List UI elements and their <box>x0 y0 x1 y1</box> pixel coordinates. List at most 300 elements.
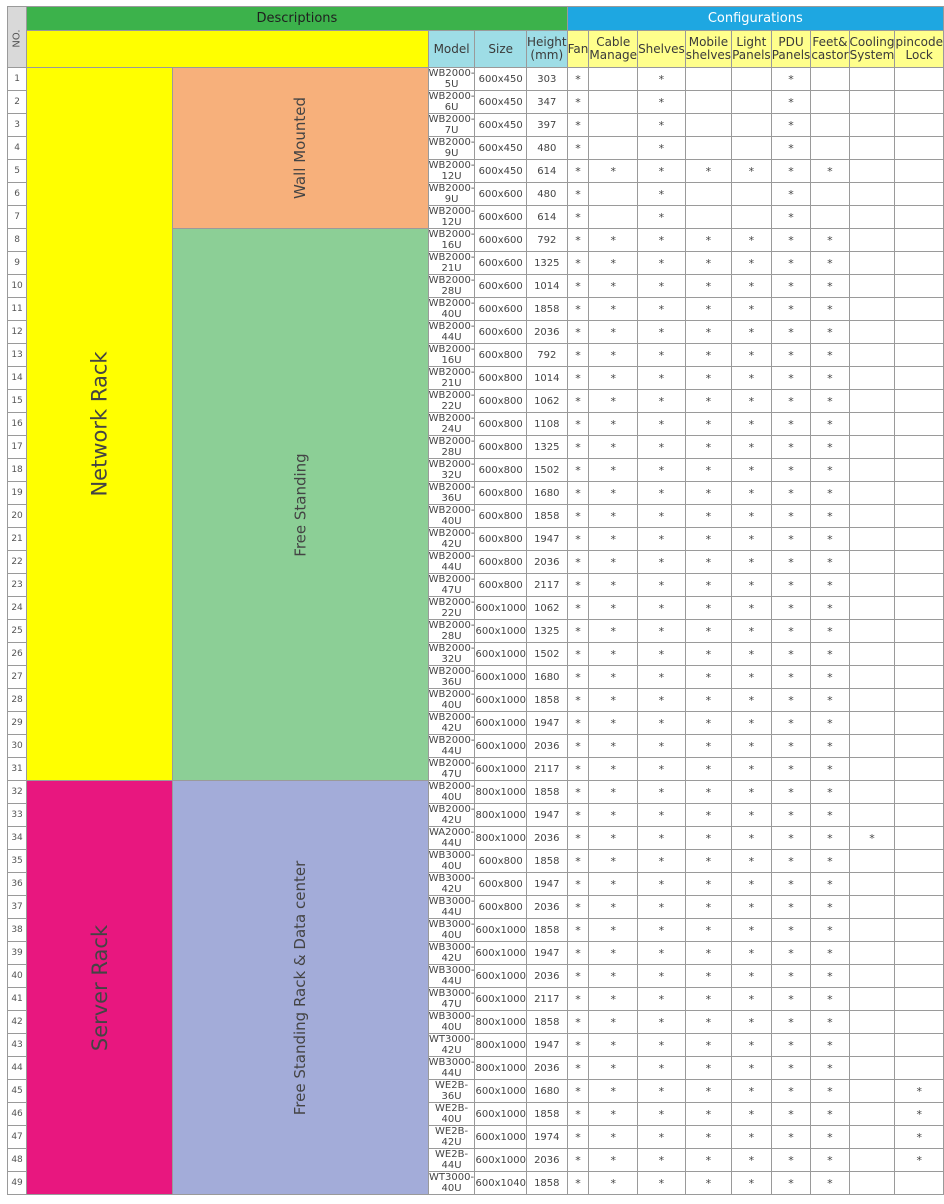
model-cell: WB2000-9U <box>428 137 475 159</box>
size-cell: 800x1000 <box>475 1011 526 1034</box>
config-mark-cell: * <box>567 597 589 620</box>
height-cell: 1947 <box>526 712 567 735</box>
row-number: 44 <box>8 1057 27 1080</box>
height-cell: 2036 <box>526 735 567 758</box>
config-mark-cell: * <box>732 1126 772 1149</box>
size-cell: 600x1000 <box>475 942 526 965</box>
config-mark-cell: * <box>589 1080 638 1103</box>
size-cell: 600x800 <box>475 436 526 459</box>
row-number: 7 <box>8 206 27 229</box>
model-cell: WB2000-28U <box>428 620 475 642</box>
config-mark-cell: * <box>732 643 772 666</box>
row-number: 3 <box>8 114 27 137</box>
config-mark-cell <box>849 988 895 1011</box>
config-mark-cell: * <box>732 965 772 988</box>
config-mark-cell: * <box>732 1149 772 1172</box>
config-mark-cell <box>589 137 638 160</box>
height-cell: 2117 <box>526 574 567 597</box>
config-mark-cell: * <box>685 298 731 321</box>
config-mark-cell: * <box>685 574 731 597</box>
height-cell: 1014 <box>526 275 567 298</box>
config-mark-cell: * <box>567 942 589 965</box>
config-mark-cell <box>732 137 772 160</box>
config-mark-cell: * <box>811 505 849 528</box>
config-mark-cell: * <box>732 919 772 942</box>
config-mark-cell: * <box>567 505 589 528</box>
config-mark-cell <box>849 873 895 896</box>
size-cell: 600x600 <box>475 275 526 298</box>
height-cell: 2117 <box>526 988 567 1011</box>
config-mark-cell: * <box>771 666 811 689</box>
config-mark-cell <box>811 91 849 114</box>
config-mark-cell <box>895 1011 944 1034</box>
config-mark-cell <box>895 160 944 183</box>
config-mark-cell: * <box>567 298 589 321</box>
row-number: 5 <box>8 160 27 183</box>
config-mark-cell: * <box>685 689 731 712</box>
row-number: 19 <box>8 482 27 505</box>
config-mark-cell <box>849 758 895 781</box>
config-mark-cell: * <box>771 758 811 781</box>
config-mark-cell: * <box>685 1080 731 1103</box>
config-mark-cell: * <box>567 436 589 459</box>
height-cell: 1858 <box>526 1011 567 1034</box>
config-mark-cell <box>811 206 849 229</box>
config-mark-cell: * <box>811 988 849 1011</box>
row-number: 42 <box>8 1011 27 1034</box>
config-mark-cell: * <box>685 873 731 896</box>
height-cell: 1325 <box>526 436 567 459</box>
config-mark-cell <box>849 390 895 413</box>
config-mark-cell: * <box>732 482 772 505</box>
config-mark-cell: * <box>567 321 589 344</box>
config-mark-cell <box>849 666 895 689</box>
config-mark-cell <box>849 183 895 206</box>
config-mark-cell: * <box>567 1103 589 1126</box>
config-mark-cell: * <box>811 413 849 436</box>
height-cell: 2036 <box>526 1149 567 1172</box>
height-cell: 1502 <box>526 459 567 482</box>
config-mark-cell: * <box>589 1149 638 1172</box>
config-mark-cell <box>732 114 772 137</box>
config-mark-cell: * <box>638 229 686 252</box>
config-mark-cell: * <box>895 1080 944 1103</box>
config-mark-cell: * <box>811 712 849 735</box>
config-mark-cell: * <box>589 919 638 942</box>
config-mark-cell: * <box>811 1080 849 1103</box>
config-mark-cell: * <box>685 321 731 344</box>
config-mark-cell: * <box>567 689 589 712</box>
config-mark-cell: * <box>732 321 772 344</box>
model-cell: WA2000-44U <box>428 827 475 849</box>
config-mark-cell <box>849 459 895 482</box>
config-mark-cell: * <box>589 1172 638 1195</box>
config-mark-cell: * <box>567 344 589 367</box>
config-mark-cell: * <box>638 183 686 206</box>
group-server-rack <box>27 781 173 1195</box>
row-number: 14 <box>8 367 27 390</box>
config-mark-cell <box>895 459 944 482</box>
config-mark-cell <box>895 137 944 160</box>
config-mark-cell <box>849 919 895 942</box>
config-mark-cell: * <box>567 367 589 390</box>
config-mark-cell: * <box>732 344 772 367</box>
config-mark-cell: * <box>589 873 638 896</box>
config-mark-cell: * <box>811 1057 849 1080</box>
config-mark-cell <box>732 183 772 206</box>
config-mark-cell <box>811 183 849 206</box>
config-mark-cell <box>849 1126 895 1149</box>
config-mark-cell: * <box>638 781 686 804</box>
row-number: 39 <box>8 942 27 965</box>
config-mark-cell <box>589 91 638 114</box>
config-mark-cell: * <box>638 137 686 160</box>
col-model: Model <box>428 31 475 68</box>
config-mark-cell: * <box>638 597 686 620</box>
config-mark-cell: * <box>811 942 849 965</box>
config-mark-cell: * <box>589 528 638 551</box>
size-cell: 600x1000 <box>475 597 526 620</box>
model-cell: WT3000-40U <box>429 1172 475 1194</box>
row-number: 12 <box>8 321 27 344</box>
group-network-rack <box>27 68 173 781</box>
model-cell: WB2000-12U <box>428 160 475 182</box>
config-mark-cell <box>685 206 731 229</box>
size-cell: 600x1000 <box>475 919 526 942</box>
config-mark-cell <box>895 229 944 252</box>
config-mark-cell: * <box>732 758 772 781</box>
config-mark-cell: * <box>811 735 849 758</box>
config-mark-cell: * <box>589 390 638 413</box>
config-mark-cell <box>895 689 944 712</box>
model-cell: WB2000-16U <box>428 344 475 366</box>
config-mark-cell: * <box>732 1080 772 1103</box>
config-mark-cell: * <box>685 413 731 436</box>
height-cell: 1062 <box>526 390 567 413</box>
height-cell: 1858 <box>526 1103 567 1126</box>
model-cell: WB2000-47U <box>428 574 475 596</box>
subgroup-free-standing-data-center <box>173 781 428 1195</box>
height-cell: 1858 <box>526 781 567 804</box>
model-cell: WB2000-42U <box>428 804 475 826</box>
height-cell: 2117 <box>526 758 567 781</box>
config-mark-cell: * <box>771 528 811 551</box>
height-cell: 2036 <box>526 1057 567 1080</box>
row-number: 20 <box>8 505 27 528</box>
config-mark-cell: * <box>771 850 811 873</box>
config-mark-cell: * <box>732 666 772 689</box>
height-cell: 347 <box>526 91 567 114</box>
config-mark-cell: * <box>638 712 686 735</box>
config-mark-cell: * <box>567 758 589 781</box>
size-cell: 600x800 <box>475 413 526 436</box>
descriptions-header: Descriptions <box>27 7 568 31</box>
config-mark-cell: * <box>811 896 849 919</box>
config-mark-cell <box>895 620 944 643</box>
config-mark-cell: * <box>811 528 849 551</box>
config-mark-cell: * <box>638 643 686 666</box>
config-mark-cell: * <box>567 781 589 804</box>
row-number: 18 <box>8 459 27 482</box>
config-mark-cell: * <box>771 1057 811 1080</box>
config-mark-cell <box>849 1103 895 1126</box>
model-cell: WB2000-40U <box>428 298 475 320</box>
height-cell: 480 <box>526 137 567 160</box>
size-cell: 600x1000 <box>475 1126 526 1149</box>
size-cell: 600x1040 <box>475 1172 526 1195</box>
config-mark-cell: * <box>685 551 731 574</box>
config-mark-cell <box>849 850 895 873</box>
height-cell: 1680 <box>526 1080 567 1103</box>
config-mark-cell: * <box>811 1034 849 1057</box>
config-mark-cell: * <box>638 919 686 942</box>
model-cell: WT3000-42U <box>429 1034 475 1056</box>
config-mark-cell: * <box>567 1126 589 1149</box>
model-cell: WB3000-40U <box>428 919 475 941</box>
config-mark-cell: * <box>685 597 731 620</box>
config-mark-cell: * <box>589 758 638 781</box>
config-mark-cell: * <box>638 1103 686 1126</box>
row-number: 36 <box>8 873 27 896</box>
config-mark-cell: * <box>638 160 686 183</box>
config-mark-cell: * <box>567 482 589 505</box>
config-mark-cell <box>895 758 944 781</box>
config-mark-cell: * <box>811 321 849 344</box>
config-mark-cell: * <box>732 804 772 827</box>
model-cell: WB2000-24U <box>428 413 475 435</box>
config-mark-cell: * <box>771 919 811 942</box>
model-cell: WB2000-44U <box>428 321 475 343</box>
height-cell: 1858 <box>526 919 567 942</box>
config-mark-cell <box>895 1034 944 1057</box>
config-mark-cell <box>849 482 895 505</box>
config-mark-cell: * <box>638 988 686 1011</box>
config-mark-cell: * <box>638 528 686 551</box>
config-mark-cell: * <box>811 1103 849 1126</box>
config-mark-cell: * <box>589 804 638 827</box>
config-mark-cell: * <box>771 229 811 252</box>
size-cell: 600x1000 <box>475 1080 526 1103</box>
config-mark-cell: * <box>589 321 638 344</box>
config-mark-cell <box>895 942 944 965</box>
config-mark-cell: * <box>732 229 772 252</box>
model-cell: WB3000-44U <box>428 1057 475 1079</box>
config-mark-cell <box>849 1172 895 1195</box>
size-cell: 600x800 <box>475 390 526 413</box>
config-mark-cell: * <box>771 896 811 919</box>
model-cell: WB2000-32U <box>428 459 475 481</box>
config-mark-cell: * <box>771 689 811 712</box>
config-mark-cell: * <box>589 574 638 597</box>
column-header-row <box>8 31 944 68</box>
config-mark-cell: * <box>685 666 731 689</box>
group-network-rack-label: Network Rack <box>87 351 112 497</box>
height-cell: 1680 <box>526 666 567 689</box>
config-mark-cell: * <box>685 758 731 781</box>
config-mark-cell: * <box>638 482 686 505</box>
config-mark-cell <box>589 206 638 229</box>
config-mark-cell: * <box>567 1080 589 1103</box>
model-cell: WE2B-36U <box>428 1080 475 1103</box>
config-mark-cell <box>895 873 944 896</box>
config-mark-cell: * <box>771 1172 811 1195</box>
config-mark-cell: * <box>567 620 589 643</box>
config-mark-cell <box>849 206 895 229</box>
group-server-rack-label: Server Rack <box>87 924 112 1051</box>
config-mark-cell: * <box>685 965 731 988</box>
config-mark-cell <box>895 666 944 689</box>
config-mark-cell <box>849 275 895 298</box>
config-mark-cell <box>895 436 944 459</box>
size-cell: 600x1000 <box>475 758 526 781</box>
config-mark-cell: * <box>771 436 811 459</box>
config-mark-cell: * <box>771 551 811 574</box>
config-mark-cell: * <box>567 459 589 482</box>
config-mark-cell <box>849 781 895 804</box>
config-mark-cell <box>811 114 849 137</box>
config-mark-cell <box>849 597 895 620</box>
config-mark-cell: * <box>811 160 849 183</box>
config-mark-cell: * <box>589 781 638 804</box>
row-number: 15 <box>8 390 27 413</box>
config-mark-cell: * <box>811 344 849 367</box>
config-mark-cell: * <box>771 873 811 896</box>
config-mark-cell <box>895 919 944 942</box>
size-cell: 600x450 <box>475 160 526 183</box>
group-header-blank <box>27 31 429 68</box>
size-cell: 800x1000 <box>475 1057 526 1080</box>
config-mark-cell: * <box>732 620 772 643</box>
config-mark-cell: * <box>685 275 731 298</box>
config-mark-cell <box>895 804 944 827</box>
config-mark-cell: * <box>732 528 772 551</box>
row-number: 45 <box>8 1080 27 1103</box>
model-cell: WB3000-44U <box>428 965 475 987</box>
height-cell: 1325 <box>526 620 567 643</box>
col-shelves: Shelves <box>638 31 686 68</box>
config-mark-cell: * <box>685 1103 731 1126</box>
config-mark-cell: * <box>685 735 731 758</box>
config-mark-cell: * <box>685 528 731 551</box>
config-mark-cell: * <box>589 344 638 367</box>
config-mark-cell: * <box>771 620 811 643</box>
height-cell: 2036 <box>526 551 567 574</box>
config-mark-cell <box>895 827 944 850</box>
row-number: 40 <box>8 965 27 988</box>
config-mark-cell: * <box>589 896 638 919</box>
size-cell: 600x800 <box>475 551 526 574</box>
row-number: 37 <box>8 896 27 919</box>
model-cell: WB2000-36U <box>428 666 475 688</box>
height-cell: 1858 <box>526 298 567 321</box>
size-cell: 600x800 <box>475 528 526 551</box>
config-mark-cell: * <box>567 206 589 229</box>
config-mark-cell <box>895 781 944 804</box>
config-mark-cell <box>849 298 895 321</box>
config-mark-cell <box>895 68 944 91</box>
model-cell: WB2000-42U <box>428 528 475 550</box>
config-mark-cell <box>811 137 849 160</box>
config-mark-cell: * <box>685 850 731 873</box>
config-mark-cell: * <box>685 390 731 413</box>
no-header-label: NO. <box>11 28 23 48</box>
config-mark-cell: * <box>638 252 686 275</box>
height-cell: 1947 <box>526 873 567 896</box>
config-mark-cell: * <box>638 298 686 321</box>
model-cell: WE2B-40U <box>428 1103 475 1126</box>
config-mark-cell: * <box>589 298 638 321</box>
col-height: Height (mm) <box>526 31 567 68</box>
config-mark-cell <box>895 850 944 873</box>
config-mark-cell: * <box>589 1126 638 1149</box>
config-mark-cell <box>849 1080 895 1103</box>
no-header <box>8 7 27 68</box>
config-mark-cell: * <box>771 206 811 229</box>
config-mark-cell: * <box>732 988 772 1011</box>
row-number: 23 <box>8 574 27 597</box>
config-mark-cell: * <box>732 781 772 804</box>
config-mark-cell: * <box>567 712 589 735</box>
config-mark-cell: * <box>771 735 811 758</box>
model-cell: WB2000-40U <box>428 689 475 711</box>
config-mark-cell: * <box>685 1034 731 1057</box>
row-number: 38 <box>8 919 27 942</box>
table-body <box>8 68 944 1195</box>
config-mark-cell: * <box>732 942 772 965</box>
row-number: 16 <box>8 413 27 436</box>
header-band-row <box>8 7 944 31</box>
config-mark-cell: * <box>685 781 731 804</box>
config-mark-cell: * <box>638 873 686 896</box>
config-mark-cell: * <box>589 965 638 988</box>
row-number: 22 <box>8 551 27 574</box>
config-mark-cell <box>685 68 731 91</box>
config-mark-cell: * <box>589 1011 638 1034</box>
size-cell: 600x800 <box>475 574 526 597</box>
config-mark-cell <box>895 367 944 390</box>
height-cell: 792 <box>526 344 567 367</box>
config-mark-cell <box>849 160 895 183</box>
config-mark-cell: * <box>732 689 772 712</box>
config-mark-cell: * <box>638 620 686 643</box>
config-mark-cell: * <box>567 1172 589 1195</box>
col-pincode-lock: pincode Lock <box>895 31 944 68</box>
config-mark-cell: * <box>771 1149 811 1172</box>
config-mark-cell: * <box>567 827 589 850</box>
config-mark-cell: * <box>732 459 772 482</box>
config-mark-cell: * <box>771 459 811 482</box>
height-cell: 1947 <box>526 804 567 827</box>
config-mark-cell: * <box>589 712 638 735</box>
row-number: 1 <box>8 68 27 91</box>
row-number: 21 <box>8 528 27 551</box>
config-mark-cell: * <box>638 574 686 597</box>
config-mark-cell: * <box>771 91 811 114</box>
config-mark-cell: * <box>567 68 589 91</box>
config-mark-cell <box>895 390 944 413</box>
size-cell: 600x600 <box>475 298 526 321</box>
config-mark-cell: * <box>811 850 849 873</box>
config-mark-cell <box>895 988 944 1011</box>
row-number: 11 <box>8 298 27 321</box>
config-mark-cell: * <box>638 344 686 367</box>
config-mark-cell <box>849 551 895 574</box>
size-cell: 600x800 <box>475 873 526 896</box>
model-cell: WB2000-42U <box>428 712 475 734</box>
rack-configuration-table <box>7 6 944 1195</box>
height-cell: 1108 <box>526 413 567 436</box>
config-mark-cell <box>895 114 944 137</box>
